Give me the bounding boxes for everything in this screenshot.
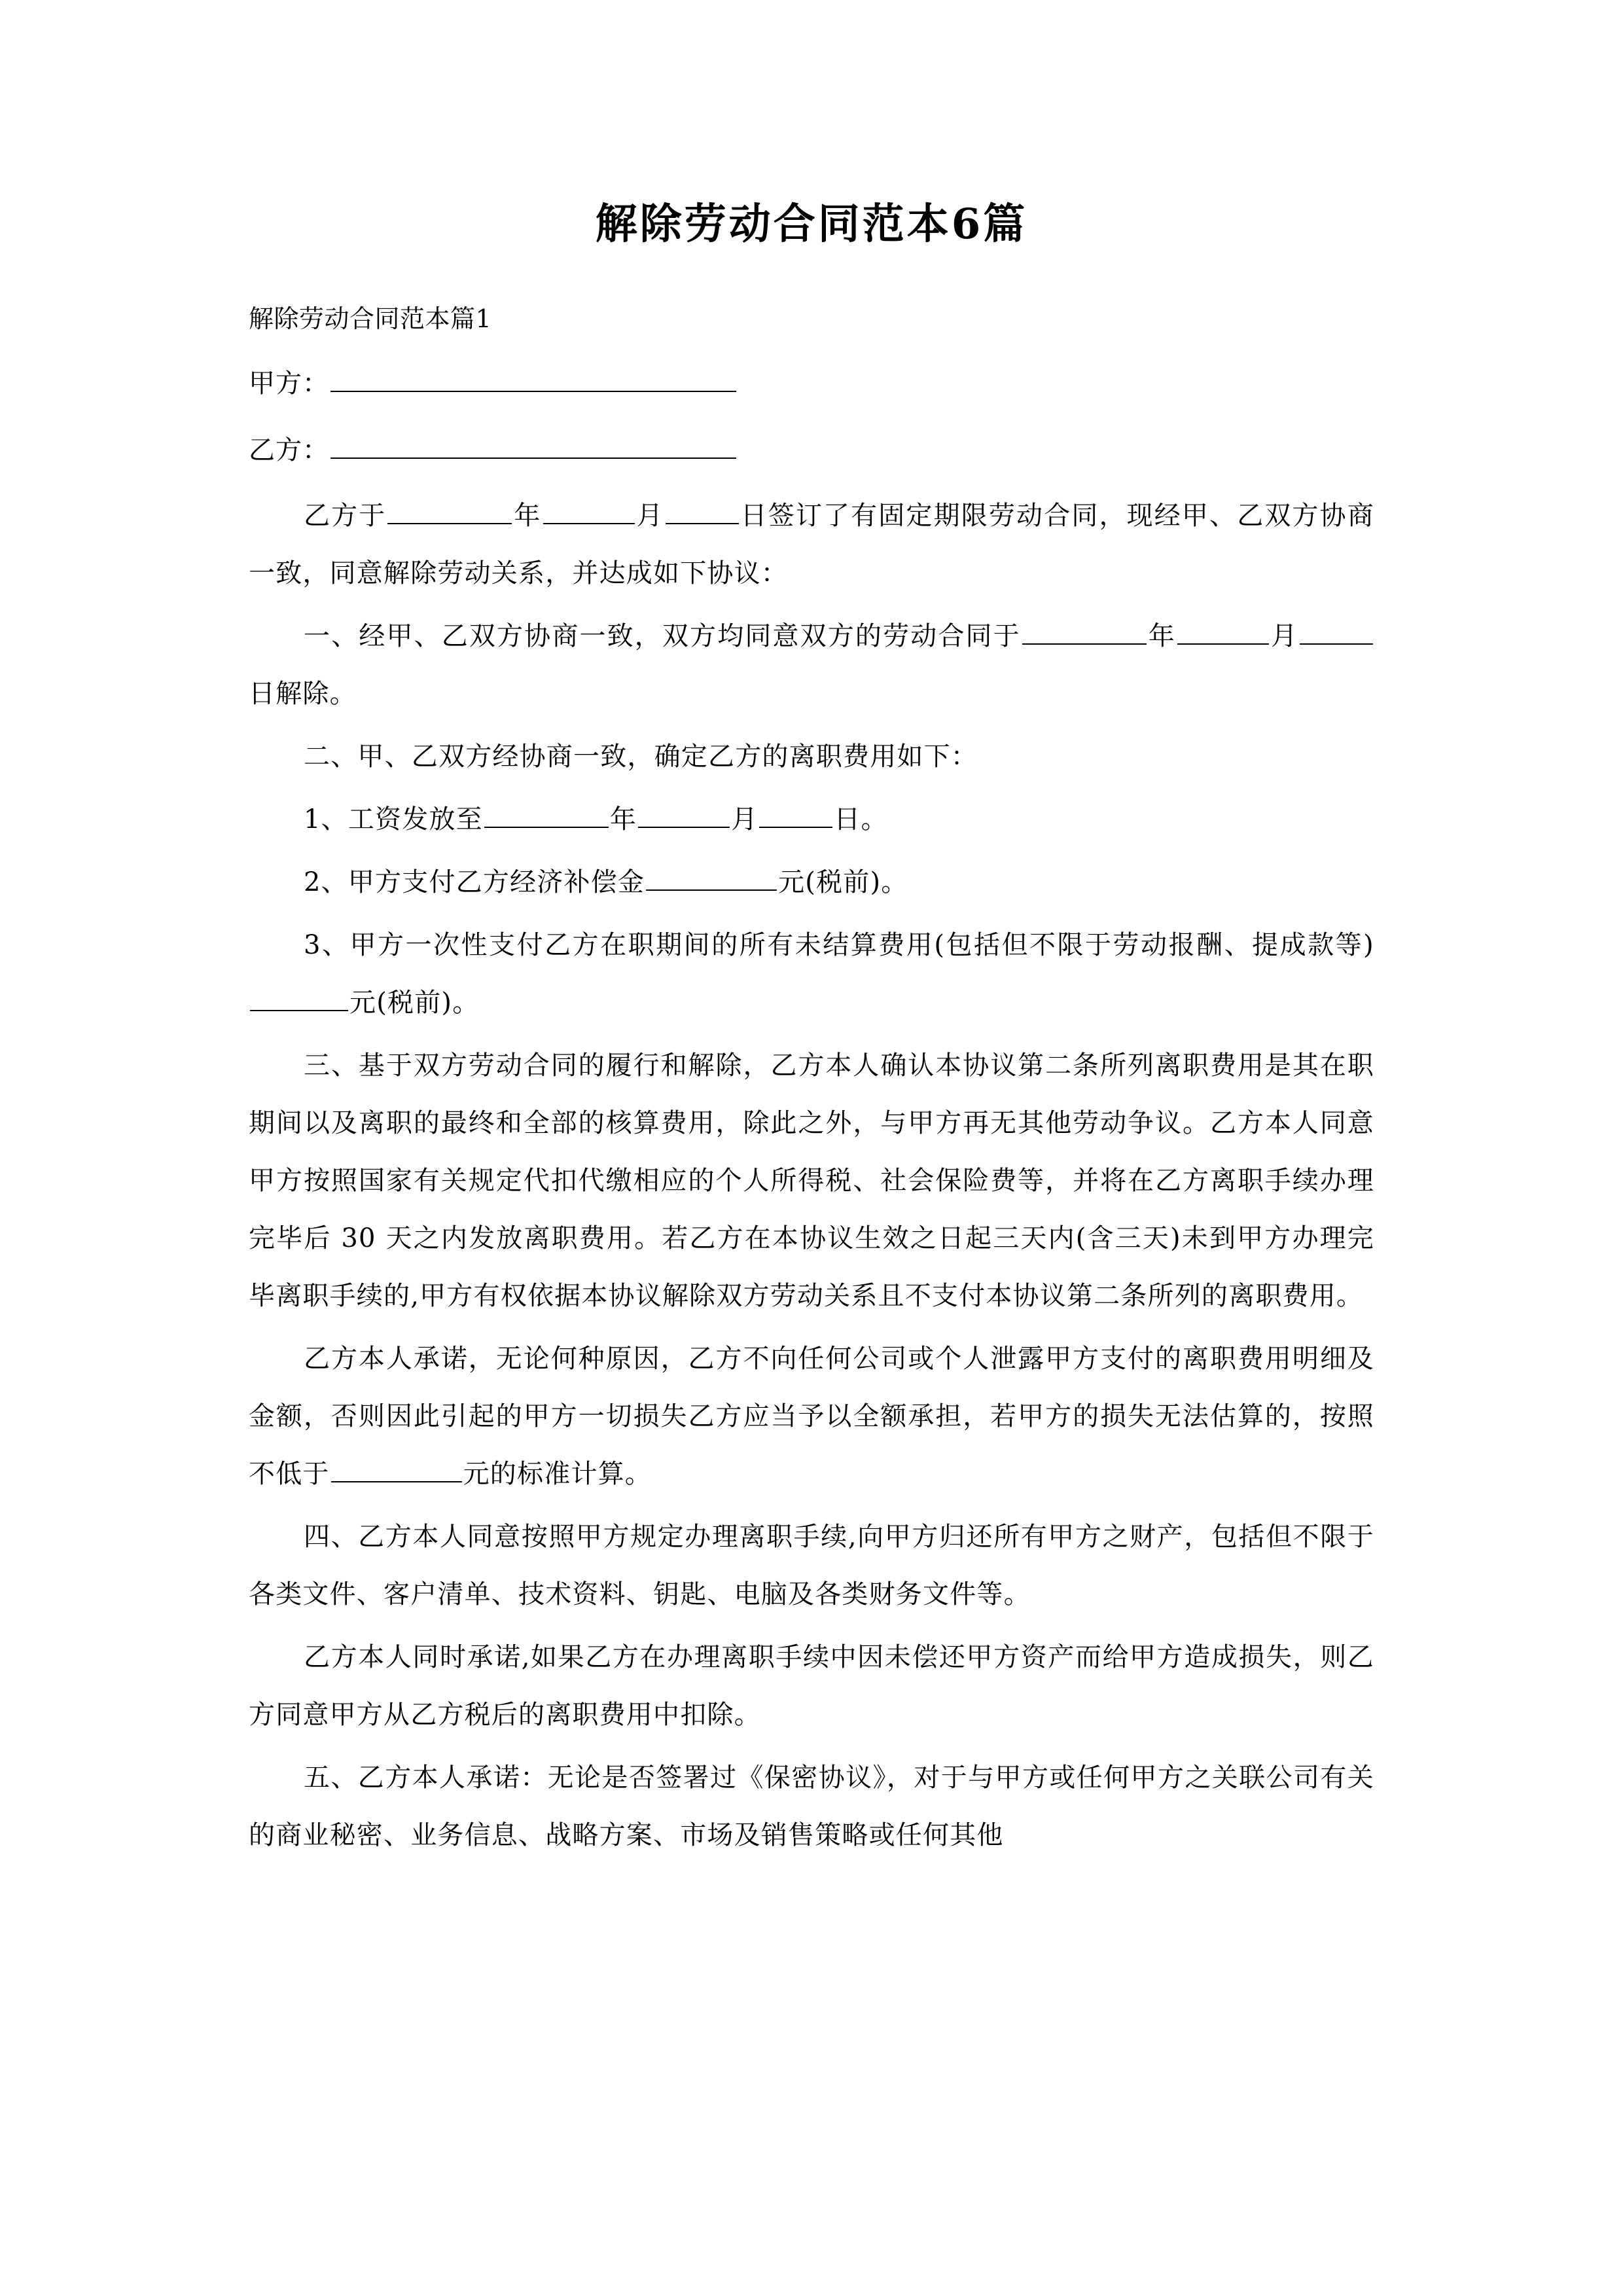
paragraph-intro <box>249 487 1374 602</box>
paragraph-item-1 <box>249 791 1374 848</box>
field-party-b-blank[interactable] <box>330 433 736 459</box>
field-party-a-label: 甲方： <box>249 368 329 399</box>
field-party-b-label: 乙方： <box>249 435 329 466</box>
intro-day-blank[interactable] <box>666 498 739 524</box>
clause-1-year-blank[interactable] <box>1022 619 1147 645</box>
intro-month-blank[interactable] <box>543 498 635 524</box>
field-party-b <box>249 420 1374 480</box>
page-title: 解除劳动合同范本6篇 <box>595 200 1028 249</box>
item-1-year-blank[interactable] <box>484 802 609 828</box>
item-1-part-2: 月 <box>731 804 758 835</box>
field-party-a <box>249 353 1374 414</box>
clause-3-b-amount-blank[interactable] <box>331 1456 462 1482</box>
intro-year-blank[interactable] <box>387 498 512 524</box>
field-party-a-blank[interactable] <box>330 366 736 392</box>
item-2-part-0: 2、甲方支付乙方经济补偿金 <box>304 867 645 898</box>
paragraph-item-3 <box>249 916 1374 1031</box>
clause-1-day-blank[interactable] <box>1300 619 1373 645</box>
paragraph-clause-3: 三、基于双方劳动合同的履行和解除，乙方本人确认本协议第二条所列离职费用是其在职期间以及离职的最终和全部的核算费用，除此之外，与甲方再无其他劳动争议。乙方本人同意甲方按照国家有关规定代扣代缴相应的个人所得税、社会保险费等，并将在乙方离职手续办理完毕后 30 天之内发放离职费用。若乙方在本协议生效之日起三天内(含三天)未到甲方办理完毕离职手续的,甲方有权依据本协议解除双方劳动关系且不支付本协议第二条所列的离职费用。 <box>249 1050 1374 1312</box>
item-1-part-1: 年 <box>609 804 637 835</box>
item-3-part-1: 元(税前)。 <box>349 988 480 1018</box>
paragraph-clause-3-b <box>249 1330 1374 1503</box>
paragraph-clause-4-b: 乙方本人同时承诺,如果乙方在办理离职手续中因未偿还甲方资产而给甲方造成损失，则乙方同意甲方从乙方税后的离职费用中扣除。 <box>249 1642 1374 1731</box>
paragraph-clause-2: 二、甲、乙双方经协商一致，确定乙方的离职费用如下： <box>304 742 978 772</box>
section-subheading: 解除劳动合同范本篇1 <box>249 304 492 334</box>
item-1-part-0: 1、工资发放至 <box>304 804 483 835</box>
item-1-day-blank[interactable] <box>759 802 832 828</box>
paragraph-clause-4: 四、乙方本人同意按照甲方规定办理离职手续,向甲方归还所有甲方之财产，包括但不限于各类文件、客户清单、技术资料、钥匙、电脑及各类财务文件等。 <box>249 1522 1374 1610</box>
paragraph-clause-1 <box>249 607 1374 723</box>
paragraph-intro-part-3: 日签订了有固定期限劳动合同，现经甲、乙双方协商一致，同意解除劳动关系，并达成如下协议： <box>249 501 1374 589</box>
paragraph-intro-part-1: 年 <box>513 501 542 531</box>
clause-1-part-0: 一、经甲、乙双方协商一致，双方均同意双方的劳动合同于 <box>304 621 1021 652</box>
paragraph-item-2 <box>249 853 1374 911</box>
clause-1-month-blank[interactable] <box>1177 619 1269 645</box>
clause-3-b-part-0: 乙方本人承诺，无论何种原因，乙方不向任何公司或个人泄露甲方支付的离职费用明细及金额，否则因此引起的甲方一切损失乙方应当予以全额承担，若甲方的损失无法估算的，按照不低于 <box>249 1344 1374 1490</box>
paragraph-intro-part-0: 乙方于 <box>304 501 387 531</box>
item-2-amount-blank[interactable] <box>646 865 777 891</box>
clause-1-part-2: 月 <box>1270 621 1298 652</box>
document-body <box>249 253 1374 1864</box>
paragraph-intro-part-2: 月 <box>635 501 664 531</box>
clause-3-b-part-1: 元的标准计算。 <box>463 1459 652 1490</box>
clause-1-part-1: 年 <box>1147 621 1176 652</box>
clause-1-part-3: 日解除。 <box>249 679 357 709</box>
item-2-part-1: 元(税前)。 <box>778 867 908 898</box>
item-1-month-blank[interactable] <box>638 802 730 828</box>
paragraph-clause-5: 五、乙方本人承诺：无论是否签署过《保密协议》，对于与甲方或任何甲方之关联公司有关的商业秘密、业务信息、战略方案、市场及销售策略或任何其他 <box>249 1763 1374 1851</box>
item-3-amount-blank[interactable] <box>250 985 348 1011</box>
item-1-part-3: 日。 <box>834 804 888 835</box>
item-3-part-0: 3、甲方一次性支付乙方在职期间的所有未结算费用(包括但不限于劳动报酬、提成款等) <box>304 930 1374 961</box>
